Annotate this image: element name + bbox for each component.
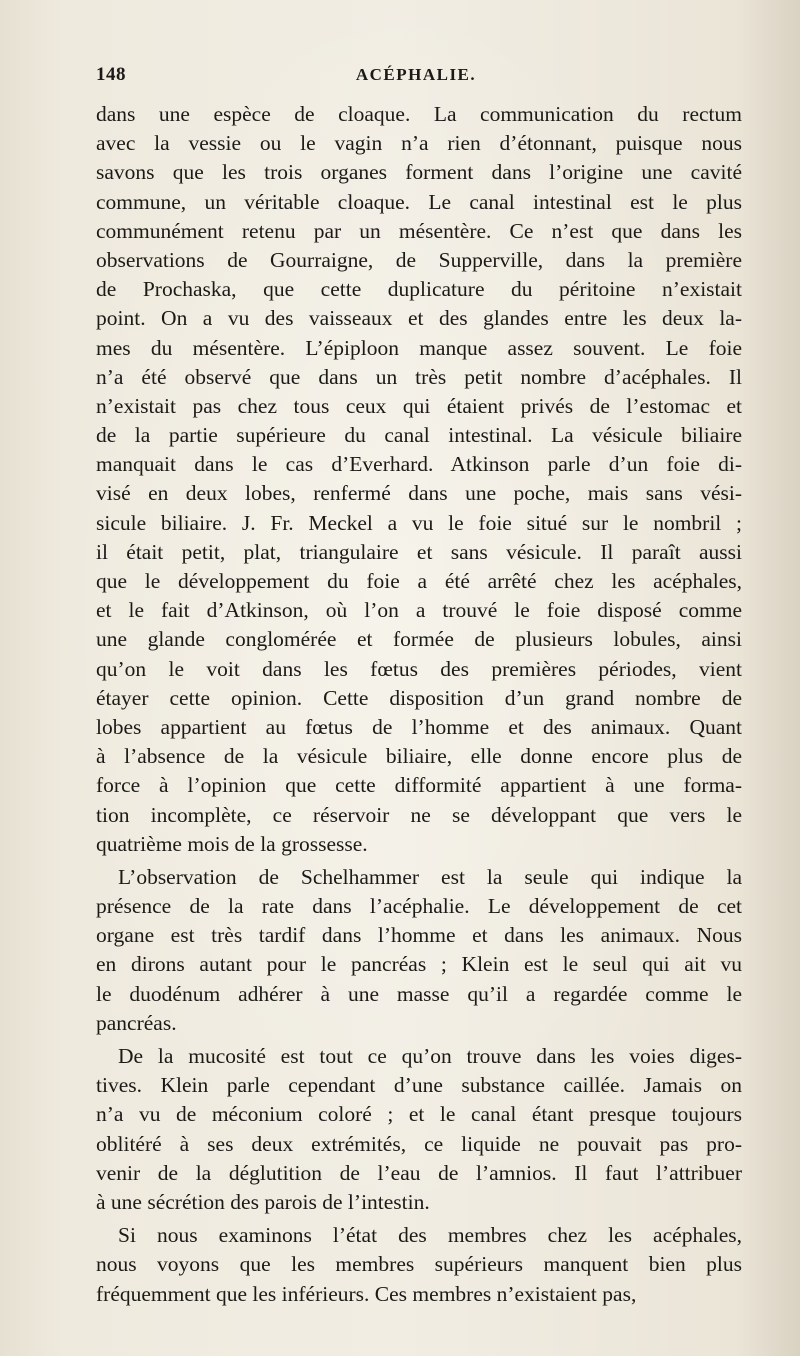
paragraph	[96, 863, 742, 1038]
paragraph	[96, 1221, 742, 1309]
paragraph	[96, 1042, 742, 1217]
text-line: n’a vu de méconium coloré ; et le canal étant presque toujours	[96, 1102, 742, 1127]
page-header	[96, 64, 736, 92]
text-line: Si nous examinons l’état des membres chez les acéphales,	[118, 1223, 742, 1248]
text-line: de la partie supérieure du canal intestinal. La vésicule biliaire	[96, 423, 742, 448]
text-line: De la mucosité est tout ce qu’on trouve dans les voies diges-	[118, 1044, 742, 1068]
text-line: étayer cette opinion. Cette disposition d’un grand nombre de	[96, 685, 742, 710]
text-line: n’existait pas chez tous ceux qui étaient privés de l’estomac et	[96, 393, 742, 418]
text-line: mes du mésentère. L’épiploon manque assez souvent. Le foie	[96, 335, 742, 360]
text-line: que le développement du foie a été arrêté chez les acéphales,	[96, 569, 742, 593]
text-line: de Prochaska, que cette duplicature du péritoine n’existait	[96, 277, 742, 302]
text-line: L’observation de Schelhammer est la seule qui indique la	[118, 864, 742, 889]
text-line: une glande conglomérée et formée de plusieurs lobules, ainsi	[96, 627, 742, 652]
text-line: manquait dans le cas d’Everhard. Atkinson parle d’un foie di-	[96, 452, 742, 477]
text-line: le duodénum adhérer à une masse qu’il a regardée comme le	[96, 981, 742, 1006]
text-line: communément retenu par un mésentère. Ce n’est que dans les	[96, 218, 742, 243]
text-line: point. On a vu des vaisseaux et des glandes entre les deux la-	[96, 306, 742, 331]
text-line: venir de la déglutition de l’eau de l’amnios. Il faut l’attribuer	[96, 1160, 742, 1185]
text-line: n’a été observé que dans un très petit nombre d’acéphales. Il	[96, 364, 742, 389]
text-line: tion incomplète, ce réservoir ne se développant que vers le	[96, 802, 742, 827]
text-line: quatrième mois de la grossesse.	[96, 831, 368, 856]
text-line: sicule biliaire. J. Fr. Meckel a vu le foie situé sur le nombril ;	[96, 510, 742, 535]
text-line: avec la vessie ou le vagin n’a rien d’étonnant, puisque nous	[96, 131, 742, 156]
text-line: à l’absence de la vésicule biliaire, elle donne encore plus de	[96, 744, 742, 769]
text-line: force à l’opinion que cette difformité appartient à une forma-	[96, 773, 742, 798]
text-line: tives. Klein parle cependant d’une substance caillée. Jamais on	[96, 1073, 742, 1098]
page-number: 148	[96, 64, 126, 85]
text-line: observations de Gourraigne, de Supperville, dans la première	[96, 247, 742, 272]
text-line: fréquemment que les inférieurs. Ces membres n’existaient pas,	[96, 1281, 637, 1306]
text-line: qu’on le voit dans les fœtus des premières périodes, vient	[96, 656, 742, 681]
text-line: en dirons autant pour le pancréas ; Klein est le seul qui ait vu	[96, 952, 742, 977]
text-line: oblitéré à ses deux extrémités, ce liquide ne pouvait pas pro-	[96, 1131, 742, 1156]
body-text	[96, 100, 742, 1309]
text-line: pancréas.	[96, 1010, 177, 1035]
text-line: savons que les trois organes forment dans l’origine une cavité	[96, 160, 742, 185]
text-line: lobes appartient au fœtus de l’homme et des animaux. Quant	[96, 714, 742, 739]
text-line: présence de la rate dans l’acéphalie. Le développement de cet	[96, 894, 742, 919]
text-line: et le fait d’Atkinson, où l’on a trouvé le foie disposé comme	[96, 598, 742, 623]
text-line: à une sécrétion des parois de l’intestin.	[96, 1189, 430, 1214]
text-line: organe est très tardif dans l’homme et dans les animaux. Nous	[96, 923, 742, 948]
text-line: commune, un véritable cloaque. Le canal intestinal est le plus	[96, 189, 742, 214]
running-head: ACÉPHALIE.	[355, 65, 477, 84]
paragraph	[96, 100, 742, 859]
text-line: visé en deux lobes, renfermé dans une poche, mais sans vési-	[96, 481, 742, 506]
text-line: dans une espèce de cloaque. La communication du rectum	[96, 102, 742, 126]
text-line: nous voyons que les membres supérieurs manquent bien plus	[96, 1252, 742, 1277]
text-line: il était petit, plat, triangulaire et sans vésicule. Il paraît aussi	[96, 539, 742, 564]
